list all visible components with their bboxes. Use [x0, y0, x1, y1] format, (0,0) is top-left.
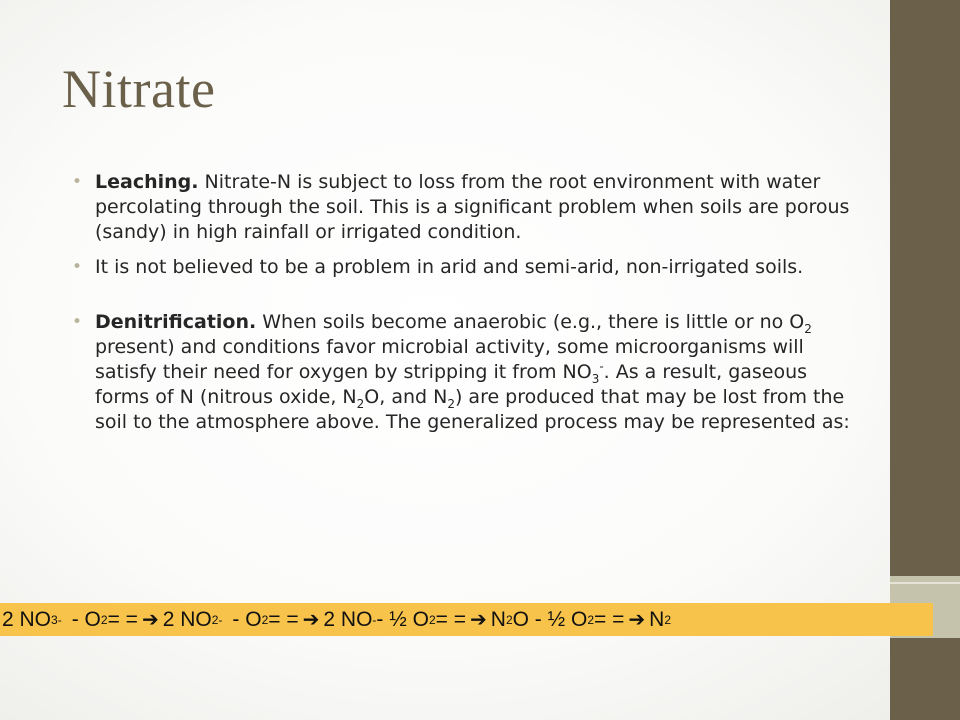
- bullet-text: It is not believed to be a problem in arid and semi-arid, non-irrigated soils.: [95, 256, 804, 278]
- right-arrow-icon: ➔: [302, 609, 320, 631]
- superscript: -: [599, 359, 604, 374]
- eq-term: 2 NO: [323, 607, 373, 631]
- eq-term: = =: [435, 607, 466, 631]
- bullet-leaching: [72, 170, 852, 245]
- bullet-heading: Denitrification.: [95, 311, 257, 333]
- bullet-text: . As a result, gaseous forms of N (nitrous oxide, N: [95, 361, 808, 408]
- bullet-heading: Leaching.: [95, 171, 199, 193]
- eq-term: = =: [268, 607, 299, 631]
- bullet-text: present) and conditions favor microbial activity, some microorganisms will satisfy their need for oxygen by stripping it from NO: [95, 336, 804, 383]
- bullet-text: ) are produced that may be lost from the soil to the atmosphere above. The generalized process may be represented as:: [95, 386, 850, 433]
- eq-term: 2 NO: [162, 607, 212, 631]
- subscript: 2: [356, 396, 365, 411]
- bullet-denitrification: [72, 310, 852, 435]
- bullet-icon: •: [72, 312, 83, 332]
- right-arrow-icon: ➔: [141, 609, 159, 631]
- bullet-icon: •: [72, 257, 83, 277]
- right-accent-line: [890, 582, 960, 584]
- eq-term: = =: [107, 607, 138, 631]
- bullet-text: When soils become anaerobic (e.g., there is little or no O: [256, 311, 805, 333]
- bullet-list: [72, 170, 852, 445]
- eq-term: - ½ O: [376, 607, 429, 631]
- eq-term: - O: [232, 607, 262, 631]
- eq-term: O - ½ O: [512, 607, 588, 631]
- eq-term: = =: [594, 607, 625, 631]
- bullet-text: O, and N: [364, 386, 448, 408]
- subscript: 2: [447, 396, 455, 411]
- right-arrow-icon: ➔: [628, 609, 646, 631]
- eq-term: N: [490, 607, 506, 631]
- subscript: 3: [591, 371, 600, 386]
- bullet-arid: [72, 255, 852, 280]
- eq-term: 2 NO: [2, 607, 52, 631]
- subscript: 2: [804, 321, 812, 336]
- reaction-equation: 2 NO 3 - - O 2 = = ➔ 2 NO 2 - - O 2 = = ➔ 2 NO - - ½ O 2 = = ➔ N 2 O - ½ O 2 = = ➔ N 2: [0, 603, 933, 636]
- eq-term: - O: [71, 607, 101, 631]
- eq-term: N: [649, 607, 665, 631]
- right-arrow-icon: ➔: [470, 609, 487, 631]
- bullet-icon: •: [72, 172, 83, 192]
- bullet-text: Nitrate-N is subject to loss from the root environment with water percolating through the soil. This is a significant problem when soils are porous (sandy) in high rainfall or irrigated condition.: [95, 171, 850, 243]
- slide-title: Nitrate: [62, 59, 216, 119]
